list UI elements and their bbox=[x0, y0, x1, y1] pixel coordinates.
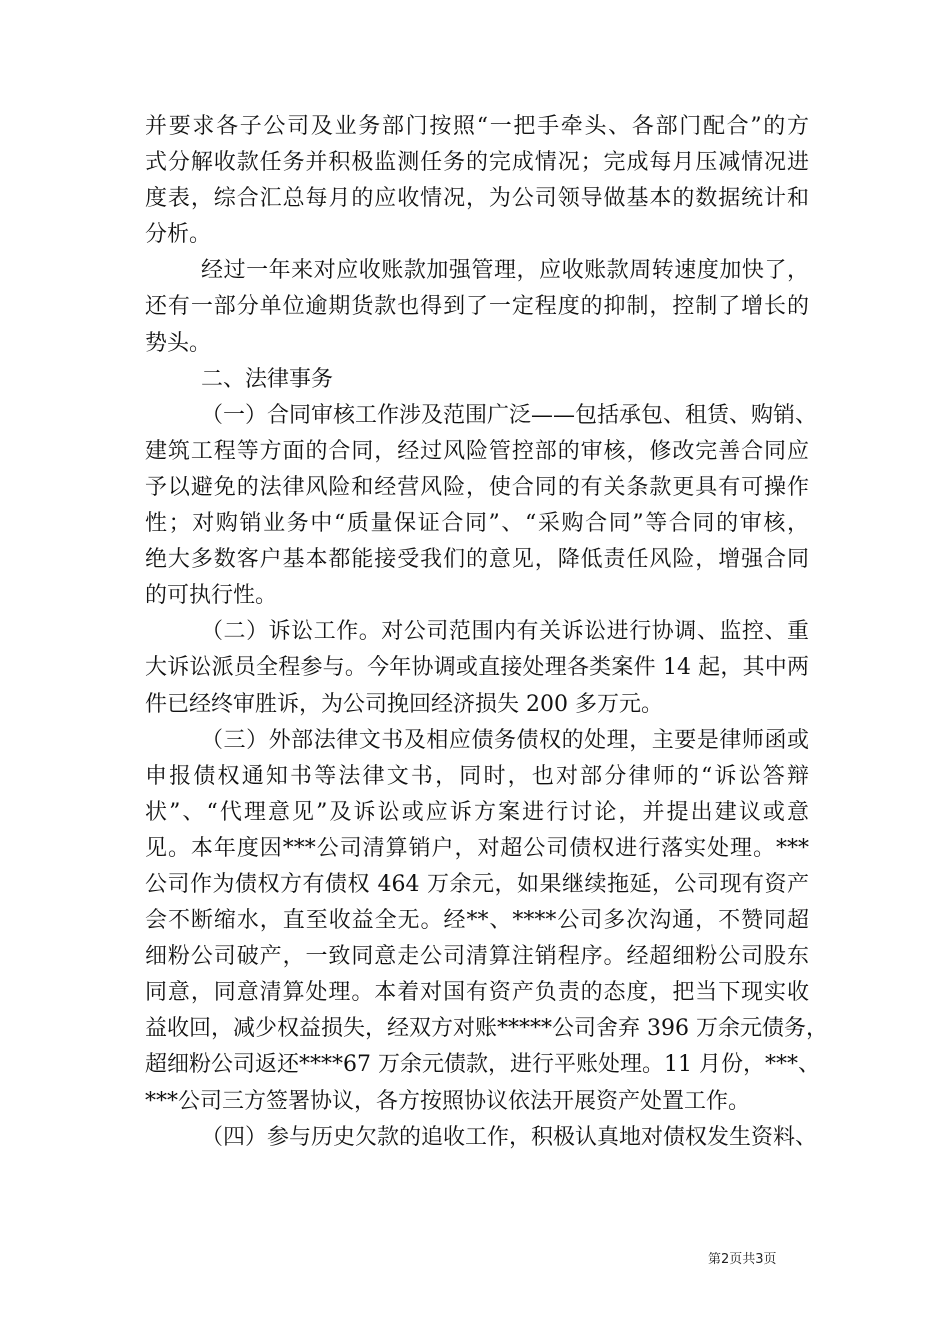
text-line: 并要求各子公司及业务部门按照“一把手牵头、各部门配合”的方 bbox=[145, 114, 809, 139]
text-line: 状”、“代理意见”及诉讼或应诉方案进行讨论，并提出建议或意 bbox=[145, 799, 809, 825]
text-line: （一）合同审核工作涉及范围广泛——包括承包、租赁、购销、 bbox=[201, 402, 818, 428]
text-line: 细粉公司破产，一致同意走公司清算注销程序。经超细粉公司股东 bbox=[145, 944, 809, 970]
document-body bbox=[145, 109, 828, 1156]
text-line: （二）诉讼工作。对公司范围内有关诉讼进行协调、监控、重 bbox=[201, 619, 809, 645]
text-line: 予以避免的法律风险和经营风险，使合同的有关条款更具有可操作 bbox=[145, 474, 809, 500]
text-line: 分析。 bbox=[145, 222, 212, 248]
text-line: 超细粉公司返还****67 万余元债款，进行平账处理。11 月份，***、 bbox=[145, 1052, 820, 1078]
text-line: 公司作为债权方有债权 464 万余元，如果继续拖延，公司现有资产 bbox=[145, 871, 809, 897]
text-line: 式分解收款任务并积极监测任务的完成情况；完成每月压减情况进 bbox=[145, 150, 809, 176]
text-line: 度表，综合汇总每月的应收情况，为公司领导做基本的数据统计和 bbox=[145, 186, 809, 212]
text-line: 绝大多数客户基本都能接受我们的意见，降低责任风险，增强合同 bbox=[145, 547, 809, 573]
text-line: 经过一年来对应收账款加强管理，应收账款周转速度加快了， bbox=[201, 258, 809, 284]
text-line: 会不断缩水，直至收益全无。经**、****公司多次沟通，不赞同超 bbox=[145, 908, 809, 934]
text-line: 势头。 bbox=[145, 330, 212, 356]
text-line: 见。本年度因***公司清算销户，对超公司债权进行落实处理。*** bbox=[145, 835, 809, 861]
text-line: 申报债权通知书等法律文书，同时，也对部分律师的“诉讼答辩 bbox=[145, 763, 809, 789]
text-line: 还有一部分单位逾期货款也得到了一定程度的抑制，控制了增长的 bbox=[145, 294, 809, 320]
text-line: 同意，同意清算处理。本着对国有资产负责的态度，把当下现实收 bbox=[145, 980, 809, 1006]
text-line: （四）参与历史欠款的追收工作，积极认真地对债权发生资料、 bbox=[201, 1124, 818, 1150]
text-line: （三）外部法律文书及相应债务债权的处理，主要是律师函或 bbox=[201, 727, 809, 753]
text-line: 性；对购销业务中“质量保证合同”、“采购合同”等合同的审核， bbox=[145, 511, 809, 537]
page-footer: 第2页共3页 bbox=[708, 1252, 777, 1267]
text-line: 建筑工程等方面的合同，经过风险管控部的审核，修改完善合同应 bbox=[145, 438, 809, 464]
text-line: 益收回，减少权益损失，经双方对账*****公司舍弃 396 万余元债务， bbox=[145, 1016, 828, 1042]
text-line: 大诉讼派员全程参与。今年协调或直接处理各类案件 14 起，其中两 bbox=[145, 655, 809, 681]
text-line: ***公司三方签署协议，各方按照协议依法开展资产处置工作。 bbox=[145, 1088, 751, 1114]
text-line: 二、法律事务 bbox=[201, 366, 334, 392]
text-line: 件已经终审胜诉，为公司挽回经济损失 200 多万元。 bbox=[145, 691, 663, 717]
text-line: 的可执行性。 bbox=[145, 583, 278, 609]
